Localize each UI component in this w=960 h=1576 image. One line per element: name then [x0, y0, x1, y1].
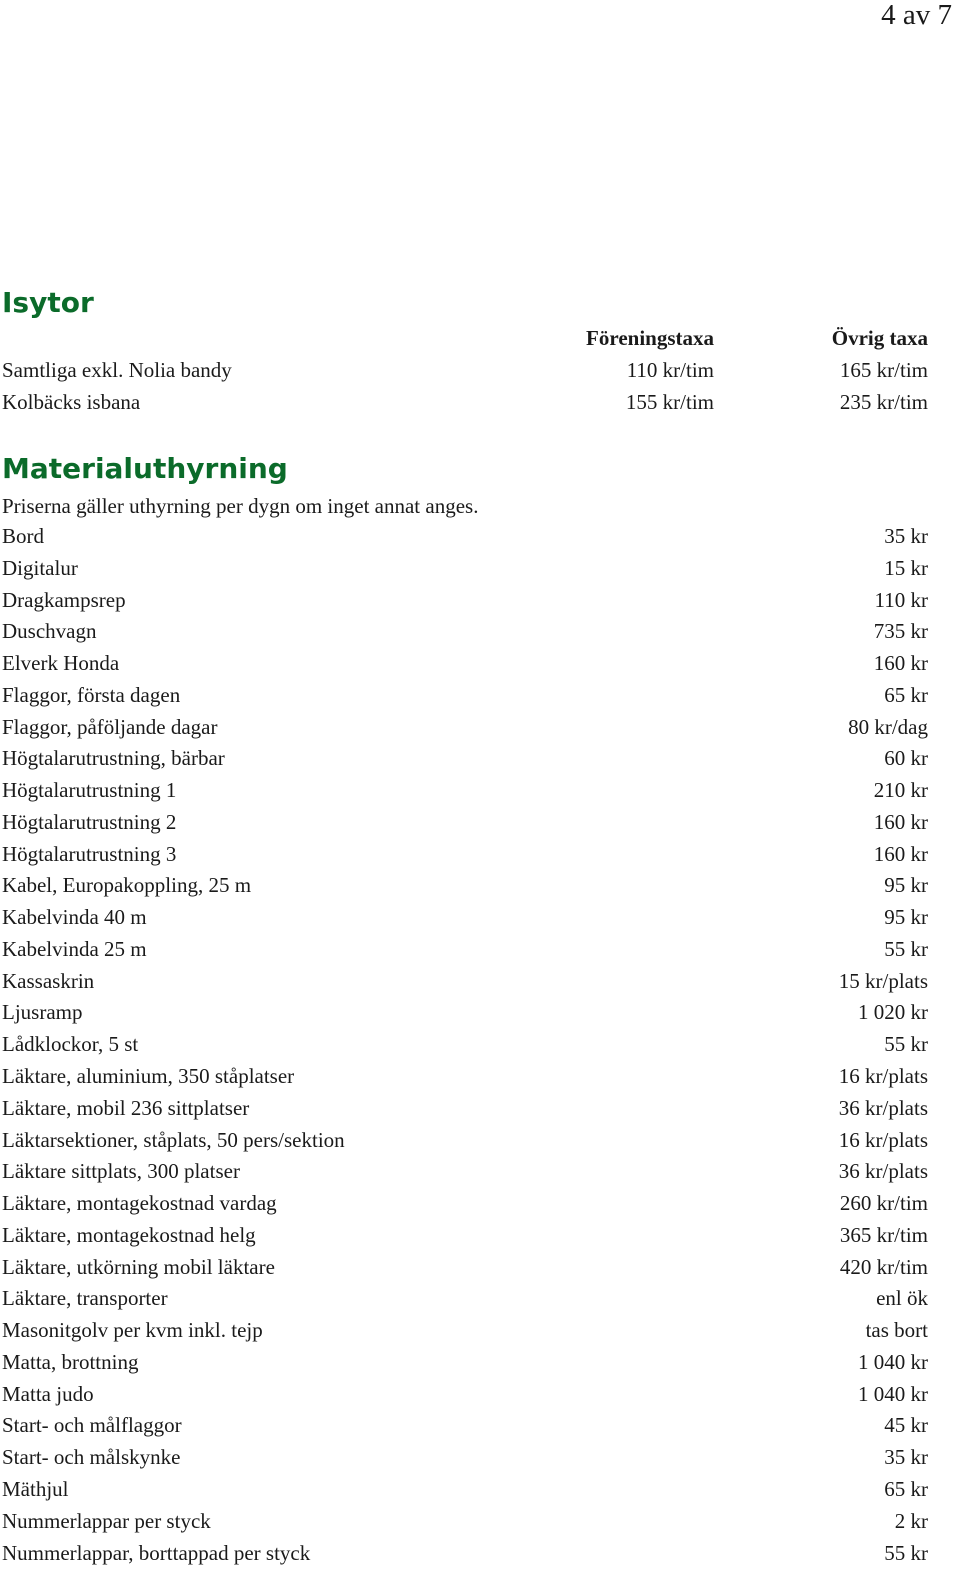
material-item-row: [2, 1410, 928, 1442]
material-item-price: 260 kr/tim: [839, 1191, 928, 1216]
material-item-name: Högtalarutrustning 1: [2, 778, 177, 803]
material-item-name: Start- och målskynke: [2, 1445, 181, 1470]
material-item-name: Start- och målflaggor: [2, 1413, 182, 1438]
material-item-price: 365 kr/tim: [839, 1222, 928, 1247]
material-item-price: 45 kr: [884, 1413, 928, 1438]
material-item-name: Matta, brottning: [2, 1349, 139, 1374]
material-item-name: Kabelvinda 40 m: [2, 905, 147, 930]
material-item-row: [2, 1252, 928, 1284]
material-item-row: [2, 1156, 928, 1188]
material-item-name: Läktarsektioner, ståplats, 50 pers/sektion: [2, 1127, 345, 1152]
material-item-name: Elverk Honda: [2, 651, 120, 676]
material-item-row: [2, 1093, 928, 1125]
material-item-price: 55 kr: [884, 936, 928, 961]
material-item-name: Mäthjul: [2, 1476, 69, 1501]
material-item-row: [2, 1029, 928, 1061]
material-item-price: 16 kr/plats: [838, 1064, 928, 1089]
material-item-price: 1 040 kr: [858, 1381, 928, 1406]
material-item-row: [2, 648, 928, 680]
material-item-price: 110 kr: [874, 587, 928, 612]
material-item-price: enl ök: [876, 1286, 928, 1311]
isytor-row: [2, 386, 928, 418]
material-item-row: [2, 1538, 928, 1570]
material-item-name: Nummerlappar per styck: [2, 1508, 211, 1533]
material-item-name: Dragkampsrep: [2, 587, 126, 612]
isytor-row-name: Kolbäcks isbana: [2, 390, 141, 414]
material-item-name: Masonitgolv per kvm inkl. tejp: [2, 1318, 263, 1343]
material-item-price: 160 kr: [873, 841, 928, 866]
material-item-price: 95 kr: [884, 905, 928, 930]
material-item-name: Matta judo: [2, 1381, 94, 1406]
material-item-name: Högtalarutrustning 2: [2, 809, 177, 834]
material-item-name: Lådklockor, 5 st: [2, 1032, 139, 1057]
material-item-name: Flaggor, påföljande dagar: [2, 714, 218, 739]
column-header-foreningstaxa: Föreningstaxa: [586, 326, 714, 350]
material-item-row: [2, 1474, 928, 1506]
material-item-name: Kassaskrin: [2, 968, 95, 993]
page-number: 4 av 7: [881, 0, 952, 31]
material-item-price: 65 kr: [884, 1476, 928, 1501]
material-item-row: [2, 1220, 928, 1252]
material-item-row: [2, 1315, 928, 1347]
material-item-row: [2, 521, 928, 553]
material-item-row: [2, 1061, 928, 1093]
isytor-row-name: Samtliga exkl. Nolia bandy: [2, 358, 232, 382]
material-item-name: Duschvagn: [2, 619, 97, 644]
material-item-name: Kabelvinda 25 m: [2, 936, 147, 961]
material-item-name: Läktare, utkörning mobil läktare: [2, 1254, 275, 1279]
material-price-list: [0, 521, 960, 1569]
material-item-name: Ljusramp: [2, 1000, 83, 1025]
material-item-row: [2, 1506, 928, 1538]
material-item-name: Bord: [2, 524, 44, 548]
material-item-price: 55 kr: [884, 1032, 928, 1057]
isytor-row-ovrig-taxa: 235 kr/tim: [839, 390, 928, 414]
material-item-row: [2, 1188, 928, 1220]
isytor-row-foreningstaxa: 110 kr/tim: [626, 358, 714, 382]
material-item-row: [2, 870, 928, 902]
material-item-row: [2, 616, 928, 648]
isytor-row-ovrig-taxa: 165 kr/tim: [839, 358, 928, 382]
material-item-row: [2, 553, 928, 585]
material-item-row: [2, 807, 928, 839]
material-item-price: 210 kr: [873, 778, 928, 803]
material-item-name: Nummerlappar, borttappad per styck: [2, 1540, 311, 1565]
material-item-row: [2, 585, 928, 617]
material-item-row: [2, 934, 928, 966]
material-item-price: 420 kr/tim: [839, 1254, 928, 1279]
material-item-row: [2, 902, 928, 934]
material-item-price: 80 kr/dag: [848, 714, 928, 739]
material-item-price: 36 kr/plats: [838, 1159, 928, 1184]
material-item-name: Läktare, montagekostnad vardag: [2, 1191, 277, 1216]
material-item-row: [2, 997, 928, 1029]
material-item-name: Läktare, mobil 236 sittplatser: [2, 1095, 250, 1120]
material-item-price: 16 kr/plats: [838, 1127, 928, 1152]
material-item-price: 2 kr: [894, 1508, 928, 1533]
material-item-row: [2, 839, 928, 871]
material-item-price: 60 kr: [884, 746, 928, 771]
isytor-row: [2, 354, 928, 386]
material-item-row: [2, 966, 928, 998]
material-item-name: Högtalarutrustning 3: [2, 841, 177, 866]
material-item-name: Läktare, montagekostnad helg: [2, 1222, 256, 1247]
material-item-row: [2, 743, 928, 775]
material-item-row: [2, 775, 928, 807]
material-item-name: Läktare sittplats, 300 platser: [2, 1159, 240, 1184]
material-item-price: 160 kr: [873, 651, 928, 676]
material-item-name: Högtalarutrustning, bärbar: [2, 746, 225, 771]
materialuthyrning-heading: Materialuthyrning: [2, 452, 288, 485]
material-item-price: 15 kr: [884, 555, 928, 580]
material-item-name: Flaggor, första dagen: [2, 682, 181, 707]
material-item-price: 35 kr: [884, 524, 928, 548]
material-item-row: [2, 1125, 928, 1157]
material-item-price: tas bort: [865, 1318, 928, 1343]
material-item-name: Digitalur: [2, 555, 78, 580]
isytor-heading: Isytor: [2, 286, 94, 319]
material-item-price: 95 kr: [884, 873, 928, 898]
material-item-row: [2, 1283, 928, 1315]
material-item-row: [2, 1442, 928, 1474]
isytor-column-headers: [2, 322, 928, 354]
material-item-row: [2, 1379, 928, 1411]
column-header-ovrig-taxa: Övrig taxa: [831, 326, 928, 350]
material-item-name: Läktare, transporter: [2, 1286, 168, 1311]
material-item-price: 1 020 kr: [858, 1000, 928, 1025]
materialuthyrning-note: Priserna gäller uthyrning per dygn om inget annat anges.: [2, 494, 479, 518]
material-item-price: 735 kr: [873, 619, 928, 644]
material-item-name: Kabel, Europakoppling, 25 m: [2, 873, 252, 898]
isytor-row-foreningstaxa: 155 kr/tim: [625, 390, 714, 414]
material-item-price: 65 kr: [884, 682, 928, 707]
material-item-row: [2, 1347, 928, 1379]
material-item-row: [2, 680, 928, 712]
material-item-price: 35 kr: [884, 1445, 928, 1470]
material-item-price: 160 kr: [873, 809, 928, 834]
material-item-price: 15 kr/plats: [838, 968, 928, 993]
material-item-row: [2, 712, 928, 744]
material-item-price: 55 kr: [884, 1540, 928, 1565]
material-item-name: Läktare, aluminium, 350 ståplatser: [2, 1064, 295, 1089]
material-item-price: 36 kr/plats: [838, 1095, 928, 1120]
material-item-price: 1 040 kr: [858, 1349, 928, 1374]
